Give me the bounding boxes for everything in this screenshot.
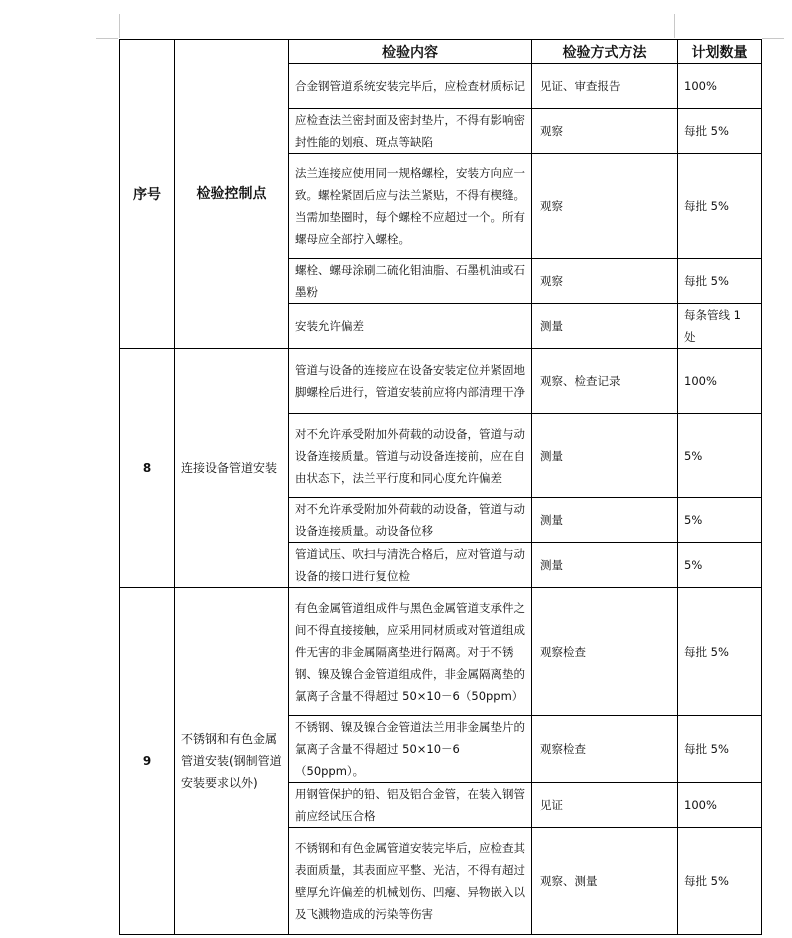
content-cell: 管道与设备的连接应在设备安装定位并紧固地脚螺栓后进行，管道安装前应将内部清理干净: [289, 349, 532, 414]
quantity-cell: 5%: [678, 498, 762, 543]
quantity-cell: 每批 5%: [678, 259, 762, 304]
quantity-cell: 每批 5%: [678, 154, 762, 259]
quantity-cell: 5%: [678, 543, 762, 588]
content-cell: 合金钢管道系统安装完毕后，应检查材质标记: [289, 64, 532, 109]
header-method: 检验方式方法: [532, 40, 678, 64]
header-control-point: 检验控制点: [175, 40, 289, 349]
content-cell: 对不允许承受附加外荷载的动设备，管道与动设备连接质量。动设备位移: [289, 498, 532, 543]
row-number: 8: [120, 349, 175, 588]
control-point-cell: 连接设备管道安装: [175, 349, 289, 588]
quantity-cell: 100%: [678, 64, 762, 109]
crop-mark-top-right: [762, 38, 784, 39]
quantity-cell: 每条管线 1 处: [678, 304, 762, 349]
method-cell: 观察检查: [532, 588, 678, 716]
method-cell: 观察: [532, 109, 678, 154]
content-cell: 螺栓、螺母涂刷二硫化钼油脂、石墨机油或石墨粉: [289, 259, 532, 304]
content-cell: 安装允许偏差: [289, 304, 532, 349]
header-no: 序号: [120, 40, 175, 349]
method-cell: 观察、检查记录: [532, 349, 678, 414]
header-row: [120, 40, 762, 64]
control-point-cell: 不锈钢和有色金属管道安装(钢制管道安装要求以外): [175, 588, 289, 935]
method-cell: 测量: [532, 543, 678, 588]
content-cell: 不锈钢和有色金属管道安装完毕后，应检查其表面质量，其表面应平整、光洁，不得有超过壁厚允许偏差的机械划伤、凹瘪、异物嵌入以及飞溅物造成的污染等伤害: [289, 828, 532, 935]
header-quantity: 计划数量: [678, 40, 762, 64]
table-row: [120, 349, 762, 414]
crop-mark-top: [96, 38, 118, 39]
method-cell: 观察: [532, 259, 678, 304]
content-cell: 不锈钢、镍及镍合金管道法兰用非金属垫片的氯离子含量不得超过 50×10－6（50ppm）。: [289, 716, 532, 783]
method-cell: 见证: [532, 783, 678, 828]
table-row: [120, 588, 762, 716]
content-cell: 对不允许承受附加外荷载的动设备，管道与动设备连接质量。管道与动设备连接前，应在自由状态下，法兰平行度和同心度允许偏差: [289, 414, 532, 498]
method-cell: 观察: [532, 154, 678, 259]
content-cell: 法兰连接应使用同一规格螺栓，安装方向应一致。螺栓紧固后应与法兰紧贴，不得有楔缝。当需加垫圈时，每个螺栓不应超过一个。所有螺母应全部拧入螺栓。: [289, 154, 532, 259]
header-content: 检验内容: [289, 40, 532, 64]
method-cell: 测量: [532, 498, 678, 543]
method-cell: 观察检查: [532, 716, 678, 783]
row-number: 9: [120, 588, 175, 935]
content-cell: 用钢管保护的铅、铝及铝合金管，在装入钢管前应经试压合格: [289, 783, 532, 828]
quantity-cell: 5%: [678, 414, 762, 498]
crop-mark-left: [119, 14, 120, 38]
quantity-cell: 每批 5%: [678, 588, 762, 716]
method-cell: 见证、审查报告: [532, 64, 678, 109]
quantity-cell: 每批 5%: [678, 109, 762, 154]
method-cell: 测量: [532, 304, 678, 349]
quantity-cell: 100%: [678, 783, 762, 828]
content-cell: 有色金属管道组成件与黑色金属管道支承件之间不得直接接触，应采用同材质或对管道组成件无害的非金属隔离垫进行隔离。对于不锈钢、镍及镍合金管道组成件，非金属隔离垫的氯离子含量不得超过 50×10－6（50ppm）: [289, 588, 532, 716]
quantity-cell: 100%: [678, 349, 762, 414]
content-cell: 管道试压、吹扫与清洗合格后，应对管道与动设备的接口进行复位检: [289, 543, 532, 588]
quantity-cell: 每批 5%: [678, 828, 762, 935]
method-cell: 观察、测量: [532, 828, 678, 935]
method-cell: 测量: [532, 414, 678, 498]
content-cell: 应检查法兰密封面及密封垫片，不得有影响密封性能的划痕、斑点等缺陷: [289, 109, 532, 154]
quantity-cell: 每批 5%: [678, 716, 762, 783]
inspection-table: [119, 39, 762, 935]
crop-mark-right: [674, 14, 675, 38]
